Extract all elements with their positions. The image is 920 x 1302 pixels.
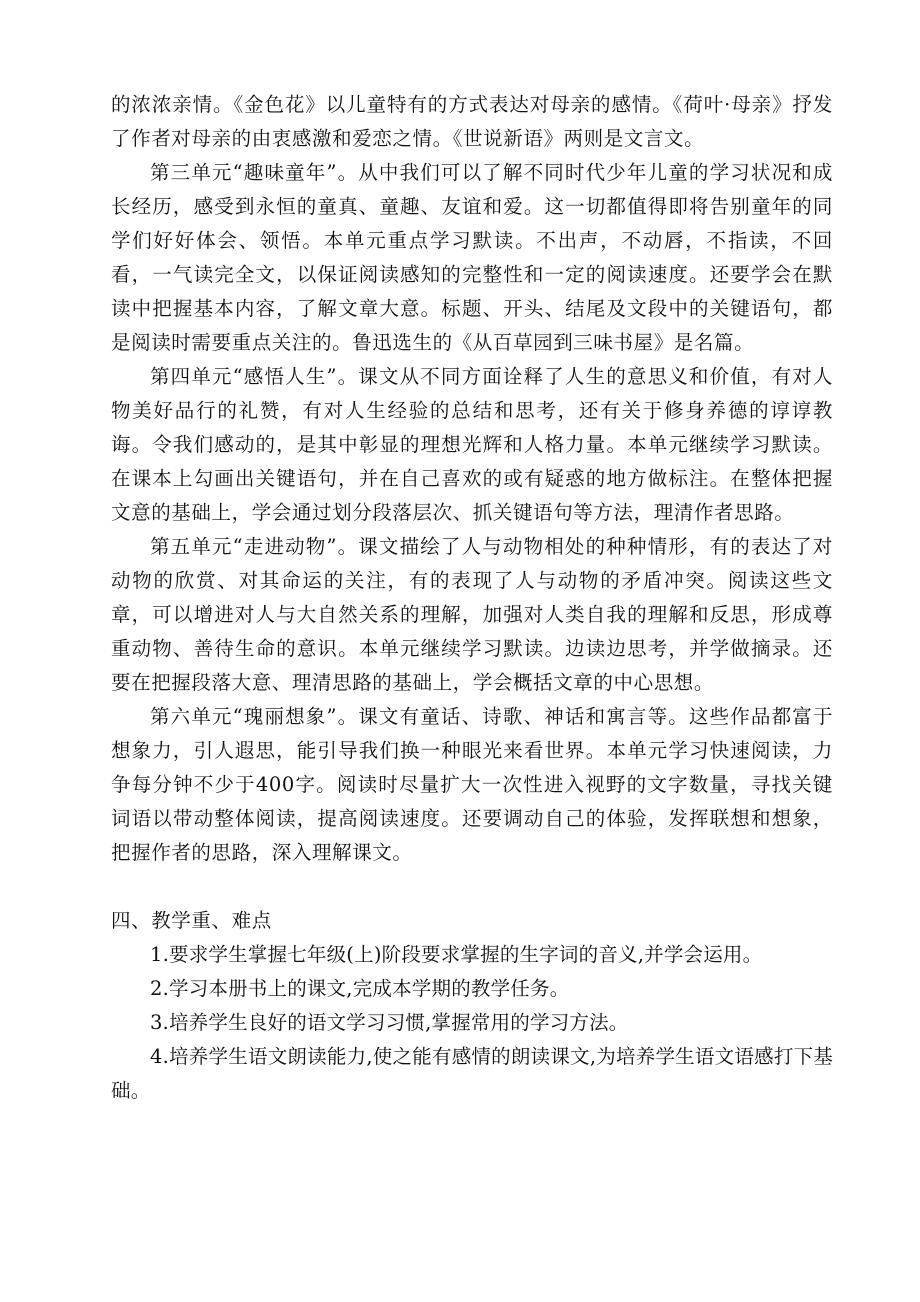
section-heading: 四、教学重、难点 xyxy=(111,909,272,932)
paragraph-unit-three: 第三单元“趣味童年”。从中我们可以了解不同时代少年儿童的学习状况和成长经历，感受到永恒的童真、童趣、友谊和爱。这一切都值得即将告别童年的同学们好好体会、领悟。本单元重点学习默读。不出声，不动唇，不指读，不回看，一气读完全文，以保证阅读感知的完整性和一定的阅读速度。还要学会在默读中把握基本内容，了解文章大意。标题、开头、结尾及文段中的关键语句，都是阅读时需要重点关注的。鲁迅选生的《从百草园到三味书屋》是名篇。 xyxy=(111,161,833,354)
list-item: 4.培养学生语文朗读能力,使之能有感情的朗读课文,为培养学生语文语感打下基础。 xyxy=(111,1045,833,1102)
list-item: 1.要求学生掌握七年级(上)阶段要求掌握的生字词的音义,并学会运用。 xyxy=(150,943,763,966)
paragraph-unit-five: 第五单元“走进动物”。课文描绘了人与动物相处的种种情形，有的表达了对动物的欣赏、对其命运的关注，有的表现了人与动物的矛盾冲突。阅读这些文章，可以增进对人与大自然关系的理解，加强对人类自我的理解和反思，形成尊重动物、善待生命的意识。本单元继续学习默读。边读边思考，并学做摘录。还要在把握段落大意、理清思路的基础上，学会概括文章的中心思想。 xyxy=(111,535,833,694)
paragraph-unit-six: 第六单元“瑰丽想象”。课文有童话、诗歌、神话和寓言等。这些作品都富于想象力，引人遐思，能引导我们换一种眼光来看世界。本单元学习快速阅读，力争每分钟不少于400字。阅读时尽量扩大一次性进入视野的文字数量，寻找关键词语以带动整体阅读，提高阅读速度。还要调动自己的体验，发挥联想和想象，把握作者的思路，深入理解课文。 xyxy=(111,705,833,864)
list-item: 2.学习本册书上的课文,完成本学期的教学任务。 xyxy=(150,977,570,1000)
paragraph-unit-four: 第四单元“感悟人生”。课文从不同方面诠释了人生的意思义和价值，有对人物美好品行的礼赞，有对人生经验的总结和思考，还有关于修身养德的谆谆教诲。令我们感动的，是其中彰显的理想光辉和人格力量。本单元继续学习默读。在课本上勾画出关键语句，并在自己喜欢的或有疑惑的地方做标注。在整体把握文意的基础上，学会通过划分段落层次、抓关键语句等方法，理清作者思路。 xyxy=(111,365,833,524)
document-page xyxy=(111,88,833,1108)
paragraph-unit-two-end: 的浓浓亲情。《金色花》以儿童特有的方式表达对母亲的感情。《荷叶·母亲》抒发了作者对母亲的由衷感激和爱恋之情。《世说新语》两则是文言文。 xyxy=(111,93,833,150)
list-item: 3.培养学生良好的语文学习习惯,掌握常用的学习方法。 xyxy=(150,1011,629,1034)
section-gap xyxy=(111,870,833,904)
